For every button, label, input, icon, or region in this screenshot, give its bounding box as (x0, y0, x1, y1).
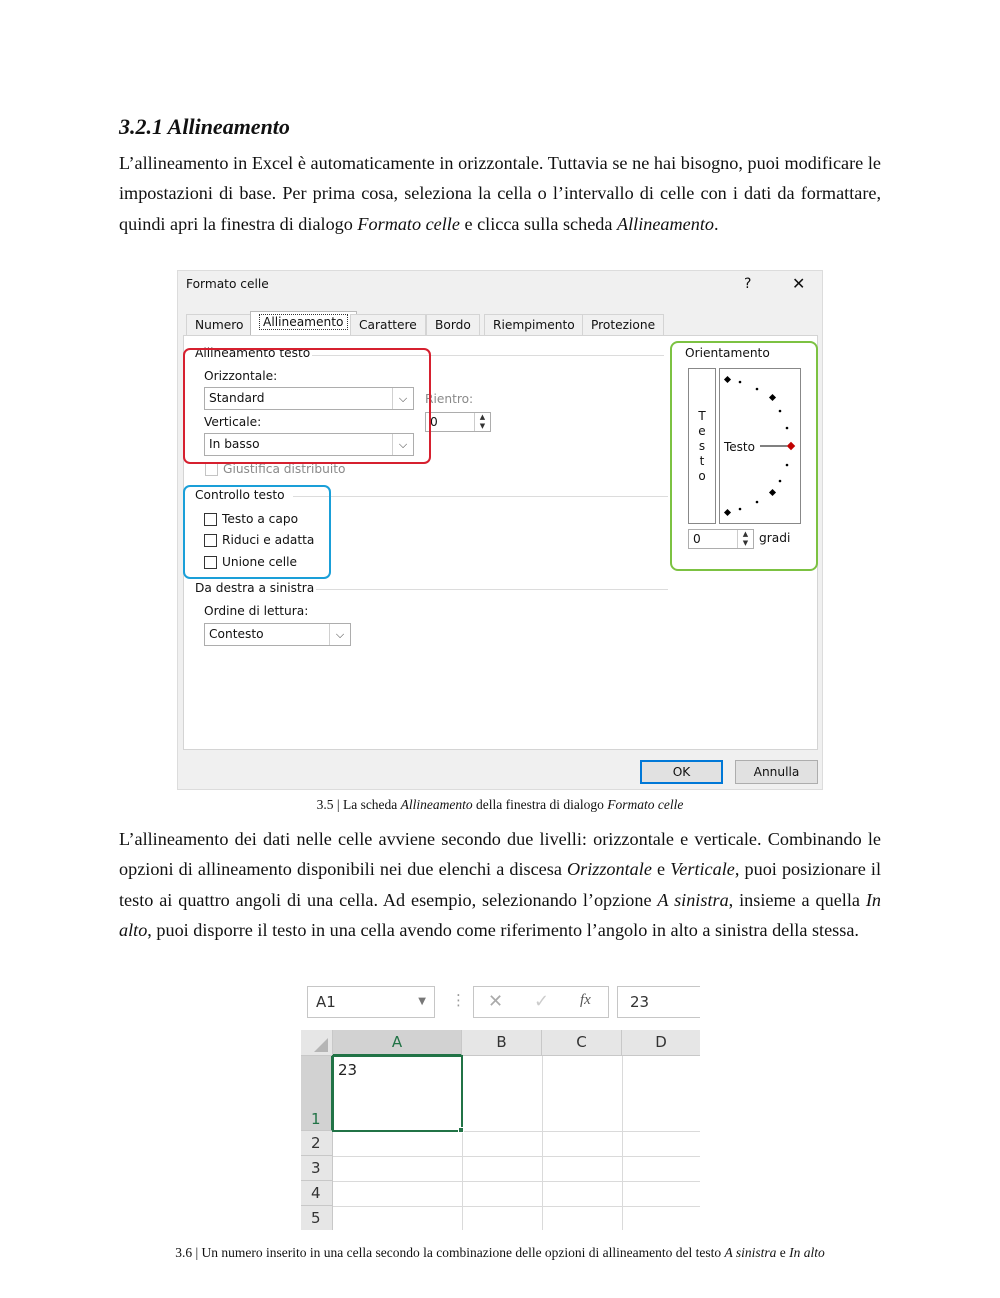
gridline (333, 1156, 700, 1157)
spin-arrows-icon[interactable]: ▲ ▼ (474, 413, 490, 431)
fill-handle[interactable] (458, 1127, 464, 1133)
horizontal-label: Orizzontale: (204, 369, 278, 383)
tab-numero[interactable]: Numero (186, 314, 252, 335)
emphasis: Orizzontale (567, 859, 652, 880)
text-run: , puoi disporre il testo in una cella avendo come riferimento l’angolo in alto a sinistra della stessa. (147, 920, 859, 941)
vertical-text-letter: T (698, 409, 706, 423)
group-orientation-label: Orientamento (685, 346, 770, 360)
emphasis: Verticale (670, 859, 735, 880)
tab-riempimento[interactable]: Riempimento (484, 314, 584, 335)
formula-input[interactable]: 23 (617, 986, 700, 1018)
cell-a1-value: 23 (338, 1061, 358, 1079)
reading-order-label: Ordine di lettura: (204, 604, 309, 618)
orientation-dial[interactable] (719, 368, 801, 524)
text-run: . (713, 213, 719, 234)
column-header-d[interactable]: D (622, 1030, 700, 1056)
row-header-1[interactable]: 1 (301, 1056, 333, 1131)
text-run: , puoi posizionare il testo ai quattro angoli di una cella. Ad esempio, selezionando l’opzione (119, 859, 881, 910)
cancel-icon[interactable]: ✕ (488, 991, 504, 1012)
intro-paragraph (119, 148, 881, 239)
help-button[interactable]: ? (744, 276, 752, 292)
select-all-corner[interactable] (301, 1030, 333, 1056)
dropdown-icon: ▼ (418, 996, 426, 1007)
figure-caption: 3.5 | La scheda Allineamento della finestra di dialogo Formato celle (316, 797, 684, 812)
fx-icon[interactable]: fx (580, 992, 591, 1008)
tab-allineamento[interactable]: Allineamento (250, 311, 357, 335)
figure-caption: 3.6 | Un numero inserito in una cella secondo la combinazione delle opzioni di allineamento del testo A sinistra e In alto (175, 1245, 825, 1260)
ok-button[interactable]: OK (640, 760, 723, 784)
row-header-2[interactable]: 2 (301, 1131, 333, 1156)
section-heading: 3.2.1 Allineamento (119, 114, 290, 139)
group-rtl-label: Da destra a sinistra (195, 581, 315, 595)
indent-stepper[interactable]: 0 ▲ ▼ (425, 412, 491, 432)
justify-distributed-label: Giustifica distribuito (223, 462, 346, 476)
column-header-c[interactable]: C (542, 1030, 622, 1056)
chevron-down-icon: ⌵ (392, 388, 413, 409)
vertical-text-box[interactable] (688, 368, 716, 524)
name-box[interactable]: A1 ▼ (307, 986, 435, 1018)
close-button[interactable]: ✕ (792, 274, 806, 293)
justify-distributed-checkbox[interactable] (205, 463, 218, 476)
chevron-down-icon: ⌵ (392, 434, 413, 455)
enter-icon[interactable]: ✓ (534, 991, 550, 1012)
group-control-label: Controllo testo (195, 488, 285, 502)
orientation-text: Testo (724, 440, 755, 454)
emphasis: Allineamento (616, 213, 714, 234)
emphasis: In alto (119, 889, 881, 941)
group-alignment-label: Allineamento testo (195, 346, 311, 360)
column-header-b[interactable]: B (462, 1030, 542, 1056)
vertical-text-letter: s (698, 439, 706, 453)
row-header-5[interactable]: 5 (301, 1206, 333, 1230)
dialog-title: Formato celle (186, 277, 269, 291)
emphasis: Formato celle (357, 213, 460, 234)
indent-label: Rientro: (425, 392, 474, 406)
wrap-text-label: Testo a capo (222, 512, 299, 526)
spin-arrows-icon[interactable]: ▲ ▼ (737, 530, 753, 548)
gridline (333, 1181, 700, 1182)
group-divider (308, 589, 668, 590)
group-divider (293, 496, 668, 497)
vertical-value: In basso (209, 437, 260, 451)
tab-protezione[interactable]: Protezione (582, 314, 664, 335)
vertical-text-letter: t (699, 454, 705, 468)
reading-order-select[interactable] (204, 623, 351, 646)
text-run: e (651, 859, 671, 880)
column-header-a[interactable]: A (333, 1030, 462, 1056)
emphasis: A sinistra (657, 889, 729, 910)
vertical-label: Verticale: (204, 415, 262, 429)
text-run: L’allineamento dei dati nelle celle avviene secondo due livelli: orizzontale e verticale. Combinando le opzioni di allineamento disponibili nei due elenchi a discesa (119, 829, 881, 880)
format-cells-dialog (177, 270, 823, 790)
tab-bordo[interactable]: Bordo (426, 314, 480, 335)
text-run: e clicca sulla scheda (459, 213, 617, 234)
alignment-highlight (183, 348, 431, 464)
separator-dots-icon: ⋮ (451, 991, 466, 1009)
vertical-text-letter: e (698, 424, 706, 438)
text-run: L’allineamento in Excel è automaticamente in orizzontale. Tuttavia se ne hai bisogno, puoi modificare le impostazioni di base. Per prima cosa, seleziona la cella o l’intervallo di celle con i dati da formattare, quindi apri la finestra di dialogo (119, 153, 881, 234)
tab-carattere[interactable]: Carattere (350, 314, 426, 335)
excel-screenshot (301, 976, 700, 1230)
gridline (622, 1056, 623, 1230)
chevron-down-icon: ⌵ (329, 624, 350, 645)
gridline (333, 1206, 700, 1207)
text-run: , insieme a quella (728, 889, 866, 910)
merge-cells-label: Unione celle (222, 555, 298, 569)
corner-triangle-icon (314, 1038, 328, 1052)
gridline (542, 1056, 543, 1230)
reading-order-value: Contesto (209, 627, 264, 641)
degrees-label: gradi (759, 531, 791, 545)
formula-buttons (473, 986, 609, 1018)
control-highlight (183, 485, 331, 579)
row-header-4[interactable]: 4 (301, 1181, 333, 1206)
vertical-text-letter: o (698, 469, 706, 483)
horizontal-value: Standard (209, 391, 265, 405)
body-paragraph (119, 824, 881, 946)
cell-a1[interactable] (332, 1055, 463, 1132)
row-header-3[interactable]: 3 (301, 1156, 333, 1181)
shrink-to-fit-label: Riduci e adatta (222, 533, 315, 547)
degrees-stepper[interactable]: 0 ▲ ▼ (688, 529, 754, 549)
cancel-button[interactable]: Annulla (735, 760, 818, 784)
